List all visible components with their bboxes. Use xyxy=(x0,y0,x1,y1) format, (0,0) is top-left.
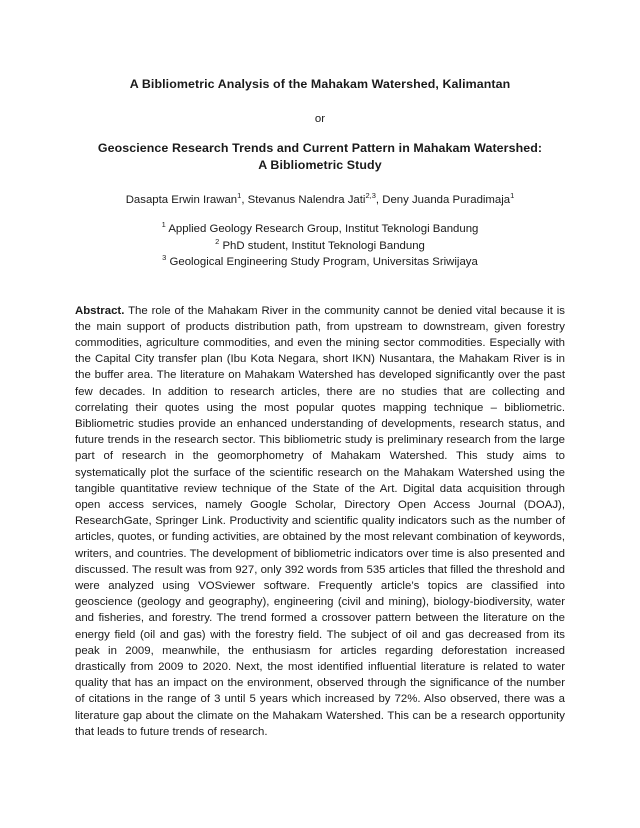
author-line: Dasapta Erwin Irawan$^1$, Stevanus Nalendra Jati$^{2,3}$, Deny Juanda Puradimaja$^1$ xyxy=(125,191,515,206)
affiliation-line: $^1$ Applied Geology Research Group, Institut Teknologi Bandung xyxy=(161,220,479,235)
author-name: Dasapta Erwin Irawan xyxy=(125,194,238,206)
paper-title-primary: A Bibliometric Analysis of the Mahakam Watershed, Kalimantan xyxy=(129,77,511,91)
author-affiliation-marker: 1 xyxy=(510,191,515,201)
author-name: Deny Juanda Puradimaja xyxy=(382,194,511,206)
author-affiliation-marker: 2,3 xyxy=(365,191,376,201)
paper-title-secondary xyxy=(75,140,565,173)
abstract-paragraph xyxy=(75,303,565,740)
affiliations xyxy=(75,221,565,271)
paper-title-secondary-line-1: Geoscience Research Trends and Current Pattern in Mahakam Watershed: xyxy=(97,141,543,155)
affiliation-marker: 3 xyxy=(162,253,167,263)
affiliation-marker: 1 xyxy=(161,220,166,230)
affiliation-line: $^3$ Geological Engineering Study Program, Universitas Sriwijaya xyxy=(162,253,478,268)
abstract-text: The role of the Mahakam River in the community cannot be denied vital because it is the main support of products distribution path, from upstream to downstream, given forestry commodities, agriculture commodities, and even the mining sector commodities. Especially with the Capital City transfer plan (Ibu Kota Negara, short IKN) Nusantara, the Mahakam River is in the buffer area. The literature on Mahakam Watershed has developed significantly over the past few decades. In addition to research articles, there are no studies that are collecting and correlating their quotes using the most popular quotes mapping technique – bibliometric. Bibliometric studies provide an enhanced understanding of developments, research status, and future trends in the research sector. This bibliometric study is preliminary research from the large part of research in the geomorphometry of Mahakam Watershed. This study aims to systematically plot the surface of the scientific research on the Mahakam Watershed using the tangible quantitative review technique of the State of the Art. Digital data acquisition through open access services, namely Google Scholar, Directory Open Access Journal (DOAJ), ResearchGate, Springer Link. Productivity and scientific quality indicators such as the number of articles, quotes, or funding activities, are obtained by the most relevant combination of keywords, writers, and countries. The development of bibliometric indicators over time is also presented and discussed. The result was from 927, only 392 words from 535 articles that filled the threshold and were analyzed using VOSviewer software. Frequently article’s topics are classified into geoscience (geology and geography), engineering (civil and mining), biology-biodiversity, water and fisheries, and forestry. The trend formed a crossover pattern between the literature on the energy field (oil and gas) with the forestry field. The subject of oil and gas decreased from its peak in 2009, meanwhile, the enthusiasm for articles regarding deforestation increased drastically from 2009 to 2020. Next, the most identified influential literature is related to water quality that has an impact on the environment, observed through the significance of the number of citations in the range of 3 until 5 years which increased by 72%. Also observed, there was a literature gap about the climate on the Mahakam Watershed. This can be a research opportunity that leads to future trends of research. xyxy=(75,304,565,738)
abstract-label: Abstract. xyxy=(75,304,125,317)
author-affiliation-marker: 1 xyxy=(237,191,242,201)
affiliation-marker: 2 xyxy=(215,236,220,246)
affiliation-line: $^2$ PhD student, Institut Teknologi Bandung xyxy=(215,236,425,252)
paper-title-secondary-line-2: A Bibliometric Study xyxy=(258,157,382,172)
author-name: Stevanus Nalendra Jati xyxy=(247,194,366,206)
title-or-separator: or xyxy=(314,113,326,125)
